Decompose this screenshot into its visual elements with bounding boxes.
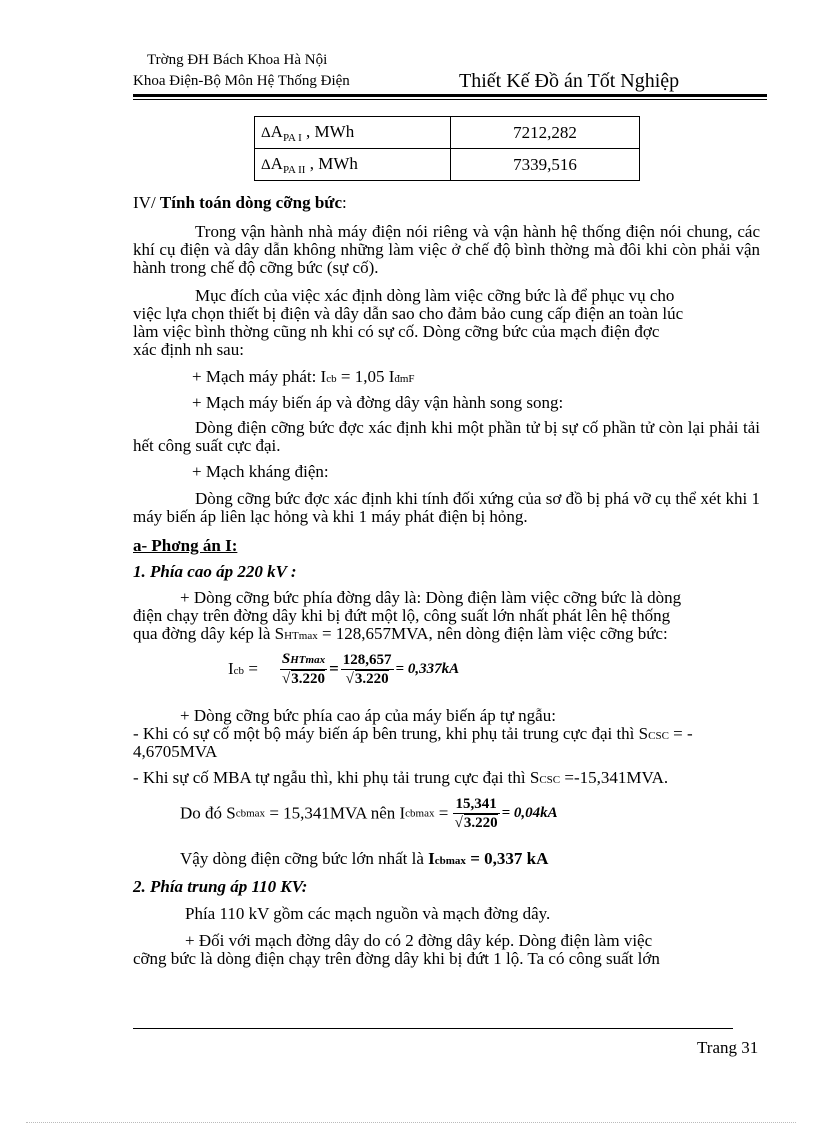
part2-intro: Phía 110 kV gồm các mạch nguồn và mạch đờng dây. xyxy=(185,904,551,923)
paragraph-purpose-line4: xác định nh sau: xyxy=(133,340,244,359)
part2-line2: cỡng bức là dòng điện chạy trên đờng dây khi bị đứt 1 lộ. Ta có công suất lớn xyxy=(133,949,660,968)
table-cell-value: 7212,282 xyxy=(451,117,640,149)
part2-line1: + Đối với mạch đờng dây do có 2 đờng dây kép. Dòng điện làm việc xyxy=(185,931,653,950)
paragraph-intro: Trong vận hành nhà máy điện nói riêng và vận hành hệ thống điện nói chung, các khí cụ điện và dây dẫn không những làm việc ở chế độ bình thờng mà đôi khi còn phải vận hành trong chế độ cỡng bức (sự cố). xyxy=(133,222,760,277)
part1-line1: + Dòng cỡng bức phía đờng dây là: Dòng điện làm việc cỡng bức là dòng xyxy=(180,588,682,607)
equation-icb: Icb = $\frac{\text{SHTmax}}{√3.220}$ = $\frac{128,657}{√3.220}$ = 0,337kA xyxy=(228,651,460,687)
energy-loss-table xyxy=(254,116,640,181)
footer-rule xyxy=(133,1028,733,1029)
page-number: Trang 31 xyxy=(697,1038,759,1057)
equation-icbmax: Do đó Scbmax = 15,341MVA nên Icbmax = $\frac{15,341}{√3.220}$ = 0,04kA xyxy=(180,796,558,831)
fault-case1-line2: 4,6705MVA xyxy=(133,742,218,761)
table-row xyxy=(255,149,640,181)
transformer-circuit: + Mạch máy biến áp và đờng dây vận hành song song: xyxy=(192,393,564,412)
header-left xyxy=(133,50,350,92)
section-heading: IV/ Tính toán dòng cỡng bức: xyxy=(133,193,347,212)
variant-heading: a- Phơng án I: xyxy=(133,536,238,555)
paragraph-purpose-line3: làm việc bình thờng cũng nh khi có sự cố. Dòng cỡng bức của mạch điện đợc xyxy=(133,322,660,341)
paragraph-purpose-line1: Mục đích của việc xác định dòng làm việc cỡng bức là để phục vụ cho xyxy=(195,286,675,305)
reactor-circuit: + Mạch kháng điện: xyxy=(192,462,329,481)
fraction-symbolic: $\frac{\text{SHTmax}}{√3.220}$ xyxy=(281,651,326,687)
part1-line2: điện chạy trên đờng dây khi bị đứt một lộ, công suất lớn nhất phát lên hệ thống xyxy=(133,606,671,625)
conclusion-line: Vậy dòng điện cỡng bức lớn nhất là Icbmax = 0,337 kA xyxy=(180,849,549,868)
autotransformer-line: + Dòng cỡng bức phía cao áp của máy biến áp tự ngẫu: xyxy=(180,706,556,725)
part1-heading: 1. Phía cao áp 220 kV : xyxy=(133,562,297,581)
fraction-numeric: $\frac{15,341}{√3.220}$ xyxy=(454,796,498,831)
part2-heading: 2. Phía trung áp 110 KV: xyxy=(133,877,308,896)
school-name: Trờng ĐH Bách Khoa Hà Nội xyxy=(147,52,328,68)
fraction-numeric: $\frac{128,657}{√3.220}$ xyxy=(342,651,392,687)
table-row xyxy=(255,117,640,149)
header-rule-thin xyxy=(133,99,767,100)
equation-lhs: Icb = xyxy=(228,659,258,678)
table-cell-label: $\Delta A_{PA I}$ , MWh xyxy=(255,117,451,149)
equation-result: = 0,337kA xyxy=(395,660,460,677)
generator-circuit: + Mạch máy phát: Icb = 1,05 IđmF xyxy=(192,367,415,386)
part1-line3: qua đờng dây kép là SHTmax = 128,657MVA, nên dòng điện làm việc cỡng bức: xyxy=(133,624,668,643)
header-rule-thick xyxy=(133,94,767,97)
table-cell-value: 7339,516 xyxy=(451,149,640,181)
paragraph-fault: Dòng điện cỡng bức đợc xác định khi một phần tử bị sự cố phần tử còn lại phải tải hết công suất cực đại. xyxy=(133,418,760,455)
equation-result: = 0,04kA xyxy=(501,805,558,821)
paragraph-purpose-line2: việc lựa chọn thiết bị điện và dây dẫn sao cho đảm bảo cung cấp điện an toàn lúc xyxy=(133,304,684,323)
document-title: Thiết Kế Đồ án Tốt Nghiệp xyxy=(459,70,680,92)
department-name: Khoa Điện-Bộ Môn Hệ Thống Điện xyxy=(133,73,350,89)
fault-case1-line1: - Khi có sự cố một bộ máy biến áp bên trung, khi phụ tải trung cực đại thì SCSC = - xyxy=(133,724,693,743)
fault-case2: - Khi sự cố MBA tự ngẫu thì, khi phụ tải trung cực đại thì SCSC =-15,341MVA. xyxy=(133,768,669,787)
paragraph-asymmetry: Dòng cỡng bức đợc xác định khi tính đối xứng của sơ đồ bị phá vỡ cụ thể xét khi 1 máy biến áp liên lạc hỏng và khi 1 máy phát điện bị hỏng. xyxy=(133,489,760,526)
table-cell-label: $\Delta A_{PA II}$ , MWh xyxy=(255,149,451,181)
